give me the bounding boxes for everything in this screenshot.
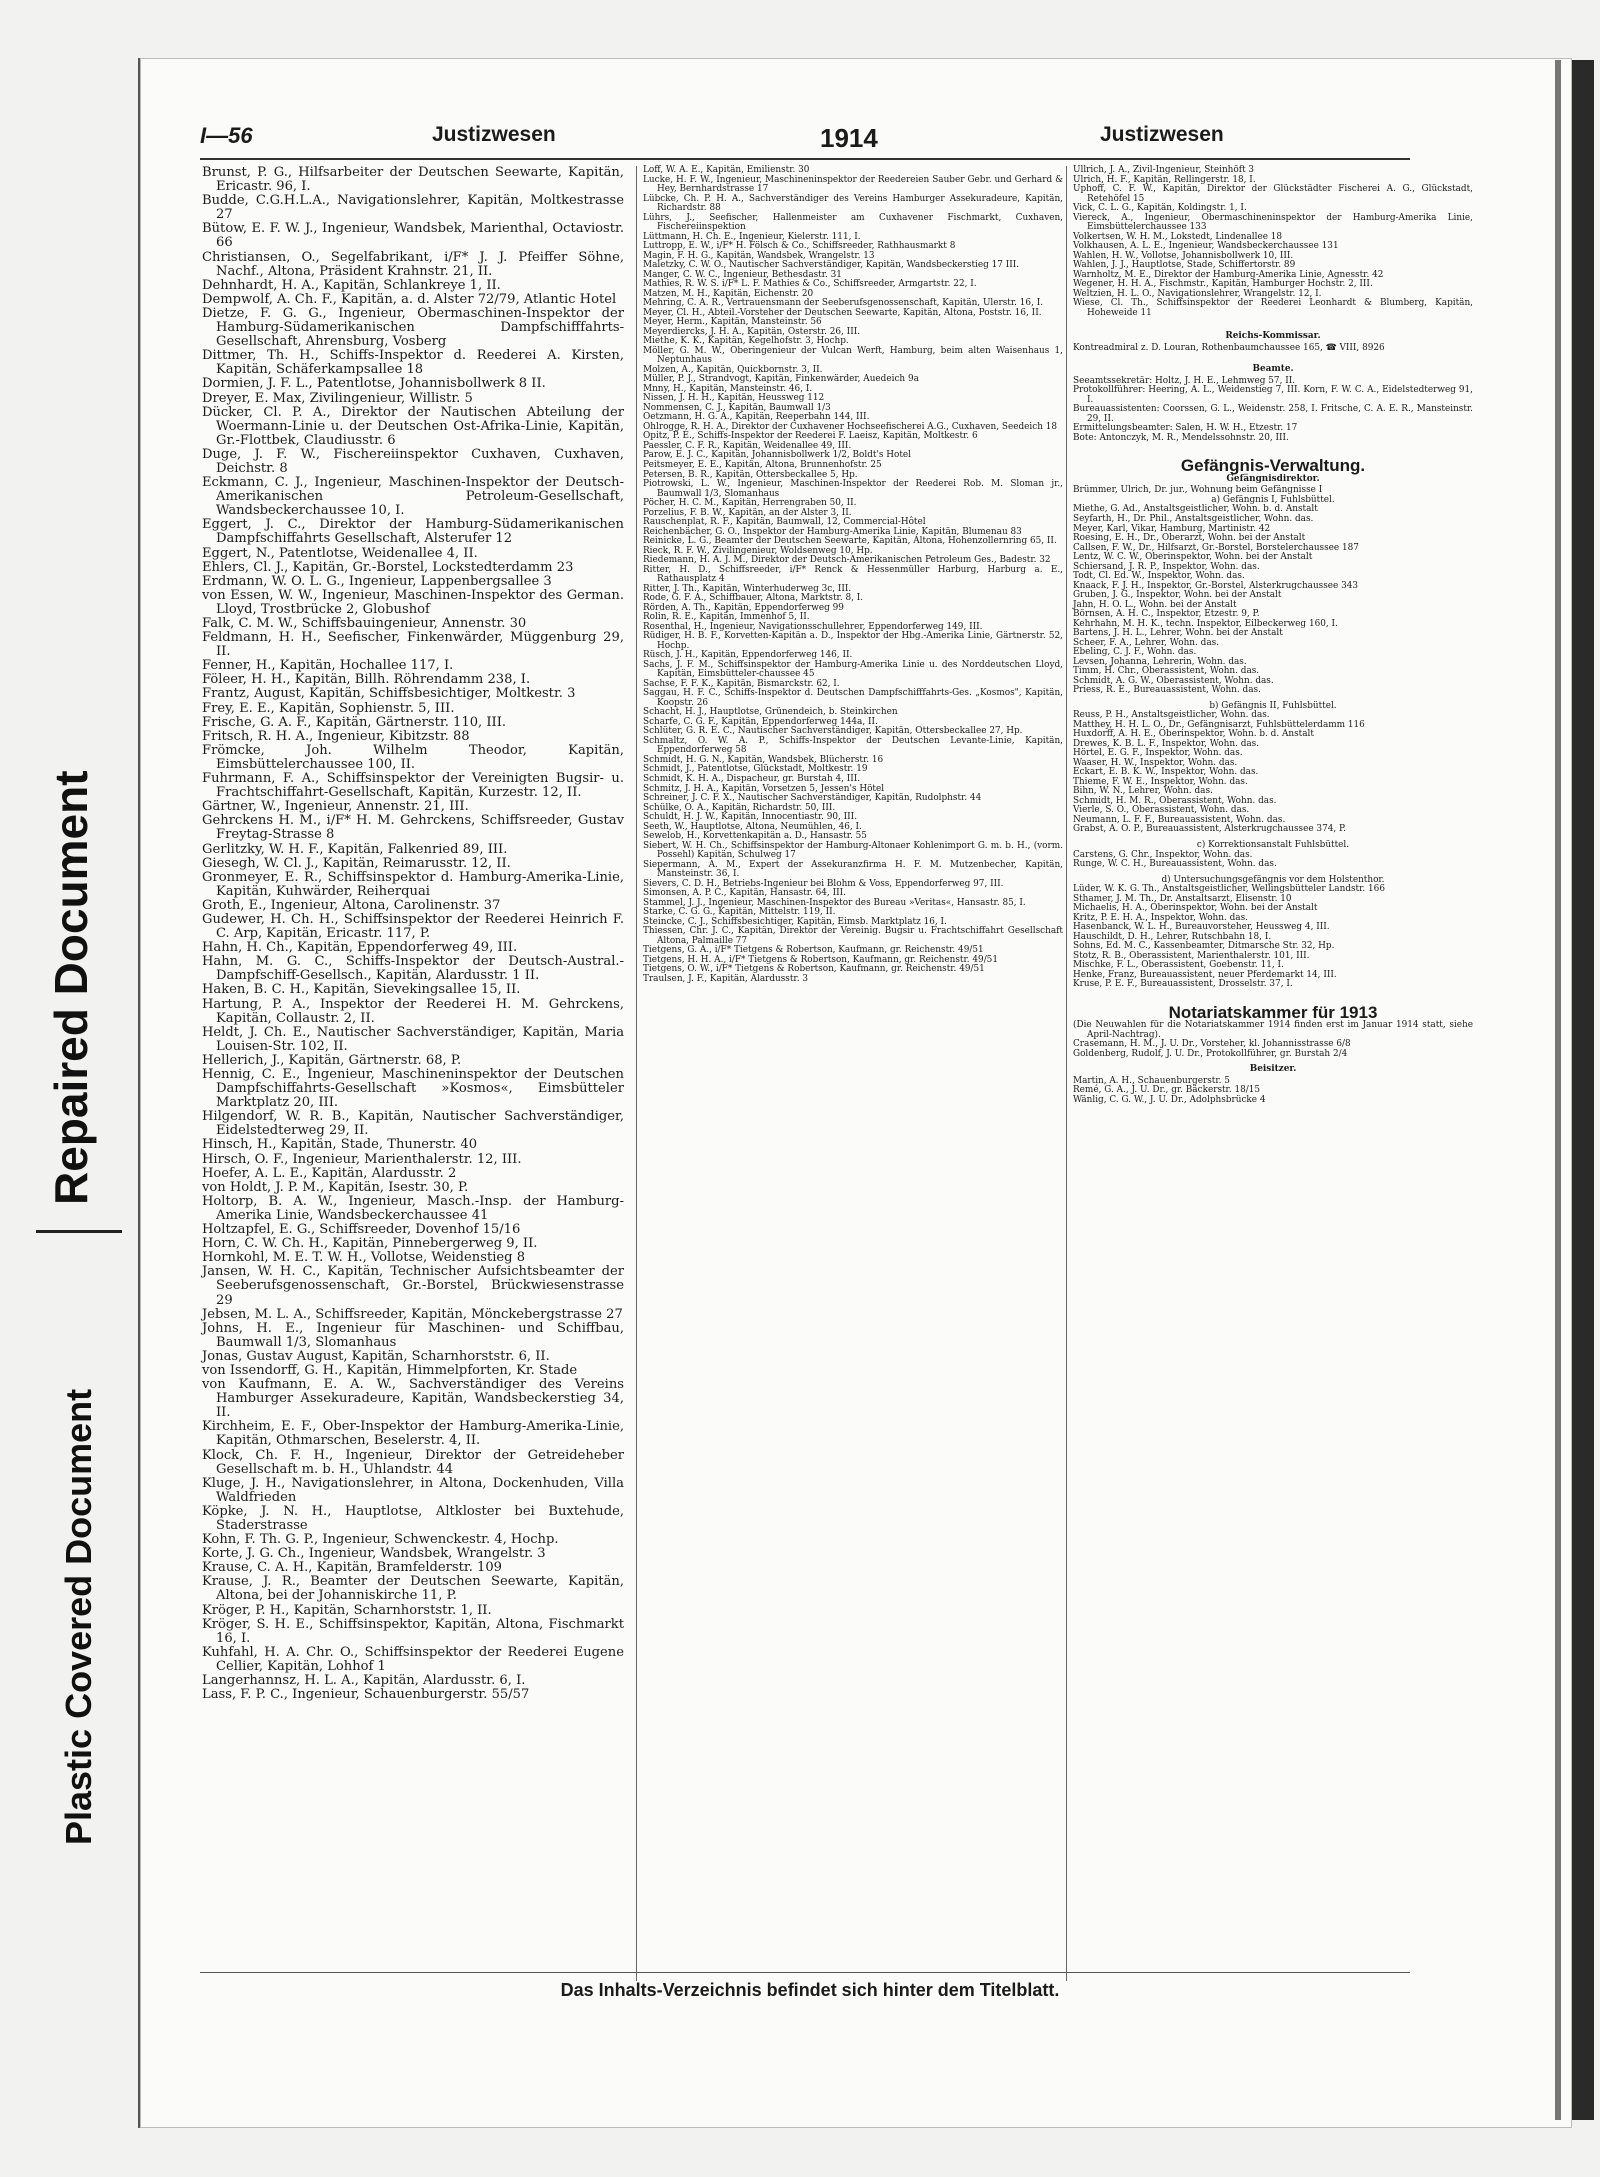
directory-entry: Schacht, H. J., Hauptlotse, Grünendeich, b. Steinkirchen	[643, 707, 898, 718]
directory-entry: Rolin, R. E., Kapitän, Immenhof 5, II.	[643, 612, 810, 623]
directory-entry: Wahlen, J. J., Hauptlotse, Stade, Schiffertorstr. 89	[1073, 260, 1296, 271]
directory-entry: Luttropp, E. W., i/F* H. Fölsch & Co., Schiffsreeder, Rathhausmarkt 8	[643, 241, 956, 252]
directory-entry: Rauschenplat, R. F., Kapitän, Baumwall, 12, Commercial-Hôtel	[643, 517, 926, 528]
staff-entry: Priess, R. E., Bureauassistent, Wohn. das.	[1073, 685, 1261, 696]
directory-entry: Stammel, J. J., Ingenieur, Maschinen-Inspektor des Bureau »Veritas«, Hansastr. 85, I.	[643, 897, 1026, 908]
side-divider	[36, 1230, 122, 1233]
directory-entry: Meyer, Cl. H., Abteil.-Vorsteher der Deutschen Seewarte, Kapitän, Altona, Poststr. 16, II.	[643, 307, 1042, 318]
directory-entry: Duge, J. F. W., Fischereiinspektor Cuxhaven, Cuxhaven, Deichstr. 8	[202, 446, 624, 476]
directory-entry: Dempwolf, A. Ch. F., Kapitän, a. d. Alster 72/79, Atlantic Hotel	[202, 291, 617, 307]
directory-entry: Gronmeyer, E. R., Schiffsinspektor d. Hamburg-Amerika-Linie, Kapitän, Kuhwärder, Reiherquai	[202, 869, 624, 899]
directory-entry: Hornkohl, M. E. T. W. H., Vollotse, Weidenstieg 8	[202, 1250, 526, 1266]
staff-entry: Huxdorff, A. H. E., Oberinspektor, Wohn. b. d. Anstalt	[1073, 729, 1314, 740]
directory-entry: Horn, C. W. Ch. H., Kapitän, Pinnebergerweg 9, II.	[202, 1236, 538, 1252]
directory-entry: Frische, G. A. F., Kapitän, Gärtnerstr. 110, III.	[202, 714, 507, 730]
directory-entry: Paessler, C. F. R., Kapitän, Weidenallee 49, III.	[643, 440, 852, 451]
directory-entry: Petersen, B. R., Kapitän, Ottersbeckallee 5, Hp.	[643, 469, 858, 480]
staff-entry: Sthamer, J. M. Th., Dr. Anstaltsarzt, Elisenstr. 10	[1073, 893, 1292, 904]
staff-entry: Todt, Cl. Ed. W., Inspektor, Wohn. das.	[1073, 571, 1245, 582]
directory-entry: Schmidt, J., Patentlotse, Glückstadt, Moltkestr. 19	[643, 764, 868, 775]
directory-entry: Gerlitzky, W. H. F., Kapitän, Falkenried 89, III.	[202, 841, 508, 857]
directory-entry: Lübcke, Ch. P. H. A., Sachverständiger des Vereins Hamburger Assekuradeure, Kapitän, Richardstr. 88	[643, 193, 1063, 214]
directory-entry: Viereck, A., Ingenieur, Obermaschineninspektor der Hamburg-Amerika Linie, Eimsbüttelerchaussee 133	[1073, 212, 1473, 233]
beamte-entry: Seeamtssekretär: Holtz, J. H. E., Lehmweg 57, II.	[1073, 375, 1296, 386]
staff-entry: Neumann, L. F. F., Bureauassistent, Wohn. das.	[1073, 814, 1286, 825]
directory-entry: Miethe, K. K., Kapitän, Kegelhofstr. 3, Hochp.	[643, 336, 849, 347]
staff-entry: Schiersand, J. R. P., Inspektor, Wohn. das.	[1073, 561, 1260, 572]
column-left	[202, 166, 624, 1702]
staff-entry: Schmidt, H. M. R., Oberassistent, Wohn. das.	[1073, 795, 1277, 806]
directory-entry: Mnny, H., Kapitän, Mansteinstr. 46, I.	[643, 383, 813, 394]
directory-entry: Opitz, P. E., Schiffs-Inspektor der Reederei F. Laeisz, Kapitän, Moltkestr. 6	[643, 431, 978, 442]
directory-entry: Wahlen, H. W., Vollotse, Johannisbollwerk 10, III.	[1073, 250, 1294, 261]
directory-entry: Saggau, H. F. C., Schiffs-Inspektor d. Deutschen Dampfschifffahrts-Ges. „Kosmos", Kapitän, Koopstr. 26	[643, 688, 1063, 708]
directory-entry: Volkertsen, W. H. M., Lokstedt, Lindenallee 18	[1073, 231, 1283, 242]
directory-entry: Müller, P. J., Strandvogt, Kapitän, Finkenwärder, Auedeich 9a	[643, 374, 919, 385]
directory-entry: Seeth, W., Hauptlotse, Altona, Neumühlen, 46, I.	[643, 821, 862, 832]
directory-entry: Frey, E. E., Kapitän, Sophienstr. 5, III.	[202, 700, 455, 716]
staff-entry: Hörtel, E. G. F., Inspektor, Wohn. das.	[1073, 748, 1243, 759]
directory-entry: Eckmann, C. J., Ingenieur, Maschinen-Inspektor der Deutsch-Amerikanischen Petroleum-Gesellschaft, Wandsbeckerchaussee 10, I.	[202, 475, 624, 519]
staff-entry: Grabst, A. O. P., Bureauassistent, Alsterkrugchaussee 374, P.	[1073, 824, 1347, 835]
directory-entry: Hennig, C. E., Ingenieur, Maschineninspektor der Deutschen Dampfschiffahrts-Gesellschaft »Kosmos«, Eimsbütteler Marktplatz 20, III.	[202, 1067, 624, 1111]
directory-entry: Sewelob, H., Korvettenkapitän a. D., Hansastr. 55	[643, 831, 867, 842]
staff-entry: Carstens, G. Chr., Inspektor, Wohn. das.	[1073, 849, 1253, 860]
directory-entry: Nissen, J. H. H., Kapitän, Heussweg 112	[643, 393, 825, 404]
directory-entry: Kröger, P. H., Kapitän, Scharnhorststr. 1, II.	[202, 1602, 492, 1618]
staff-entry: Timm, H. Chr., Oberassistent, Wohn. das.	[1073, 666, 1260, 677]
directory-entry: Starke, C. G. G., Kapitän, Mittelstr. 119, II.	[643, 907, 836, 918]
staff-entry: Lüder, W. K. G. Th., Anstaltsgeistlicher, Wellingsbütteler Landstr. 166	[1073, 884, 1385, 895]
directory-entry: Kuhfahl, H. A. Chr. O., Schiffsinspektor der Reederei Eugene Cellier, Kapitän, Lohhof 1	[202, 1644, 624, 1674]
directory-entry: Fenner, H., Kapitän, Hochallee 117, I.	[202, 658, 454, 674]
directory-entry: Johns, H. E., Ingenieur für Maschinen- und Schiffbau, Baumwall 1/3, Slomanhaus	[202, 1320, 624, 1350]
page-header	[200, 123, 1500, 153]
directory-entry: Groth, E., Ingenieur, Altona, Carolinenstr. 37	[202, 897, 501, 913]
gefaengnis-heading: Gefängnis-Verwaltung.	[1180, 456, 1366, 476]
directory-entry: Siebert, W. H. Ch., Schiffsinspektor der Hamburg-Altonaer Kohlenimport G. m. b. H., (vorm. Possehl) Kapitän, Schulweg 17	[643, 840, 1063, 861]
directory-entry: Rörden, A. Th., Kapitän, Eppendorferweg 99	[643, 602, 844, 613]
directory-entry: Bütow, E. F. W. J., Ingenieur, Wandsbek, Marienthal, Octaviostr. 66	[202, 221, 624, 251]
column-right	[1066, 166, 1473, 1981]
directory-entry: Budde, C.G.H.L.A., Navigationslehrer, Kapitän, Moltkestrasse 27	[202, 193, 624, 223]
staff-entry: Scheer, F. A., Lehrer, Wohn. das.	[1073, 637, 1220, 648]
directory-entry: Gärtner, W., Ingenieur, Annenstr. 21, III.	[202, 799, 469, 815]
directory-entry: Kohn, F. Th. G. P., Ingenieur, Schwenckestr. 4, Hochp.	[202, 1532, 559, 1548]
notariat-heading: Notariatskammer für 1913	[1168, 1002, 1378, 1022]
directory-entry: Dormien, J. F. L., Patentlotse, Johannisbollwerk 8 II.	[202, 376, 546, 392]
directory-entry: Haken, B. C. H., Kapitän, Sievekingsallee 15, II.	[202, 982, 521, 998]
directory-entry: Jansen, W. H. C., Kapitän, Technischer Aufsichtsbeamter der Seeberufsgenossenschaft, Gr.-Borstel, Brückwiesenstrasse 29	[202, 1264, 624, 1308]
staff-entry: Drewes, K. B. L. F., Inspektor, Wohn. das.	[1073, 738, 1260, 749]
directory-entry: Riedemann, H. A. J. M., Direktor der Deutsch-Amerikanischen Petroleum Ges., Badestr. 32	[643, 555, 1051, 566]
directory-entry: Parow, E. J. C., Kapitän, Johannisbollwerk 1/2, Boldt's Hotel	[643, 450, 912, 461]
directory-entry: Schlüter, G. R. E. C., Nautischer Sachverständiger, Kapitän, Ottersbeckallee 27, Hp.	[643, 726, 1023, 737]
gefaengnis-a-list	[1073, 505, 1473, 695]
directory-entry: Dittmer, Th. H., Schiffs-Inspektor d. Reederei A. Kirsten, Kapitän, Schäferkampsallee 18	[202, 348, 624, 378]
page-number: I—56	[200, 123, 253, 148]
directory-entry: Köpke, J. N. H., Hauptlotse, Altkloster bei Buxtehude, Staderstrasse	[202, 1503, 624, 1533]
directory-entry: Feldmann, H. H., Seefischer, Finkenwärder, Müggenburg 29, II.	[202, 630, 624, 660]
directory-entry: Lucke, H. F. W., Ingenieur, Maschineninspektor der Reedereien Sauber Gebr. und Gerhard & Hey, Bernhardstrasse 17	[643, 174, 1063, 195]
directory-entry: Gudewer, H. Ch. H., Schiffsinspektor der Reederei Heinrich F. C. Arp, Kapitän, Ericastr. 117, P.	[202, 911, 624, 942]
staff-entry: Börnsen, A. H. C., Inspektor, Etzestr. 9, P.	[1073, 609, 1260, 620]
directory-entry: Hellerich, J., Kapitän, Gärtnerstr. 68, P.	[202, 1052, 462, 1068]
directory-entry: Mathies, R. W. S. i/F* L. F. Mathies & Co., Schiffsreeder, Armgartstr. 22, I.	[643, 279, 977, 290]
directory-entry: Volkhausen, A. L. E., Ingenieur, Wandsbeckerchaussee 131	[1073, 241, 1339, 252]
directory-entry: Kirchheim, E. F., Ober-Inspektor der Hamburg-Amerika-Linie, Kapitän, Othmarschen, Beselerstr. 4, II.	[202, 1419, 624, 1449]
directory-entry: Steincke, C. J., Schiffsbesichtiger, Kapitän, Eimsb. Marktplatz 16, I.	[643, 916, 947, 927]
directory-entry: Warnholtz, M. E., Direktor der Hamburg-Amerika Linie, Agnesstr. 42	[1073, 269, 1384, 280]
directory-entry: Meyer, Herm., Kapitän, Mansteinstr. 56	[643, 317, 822, 328]
directory-entry: Schmaltz, O. W. A. P., Schiffs-Inspektor der Deutschen Levante-Linie, Kapitän, Eppendorferweg 58	[643, 735, 1063, 756]
directory-entry: Ullrich, J. A., Zivil-Ingenieur, Steinhöft 3	[1073, 165, 1255, 175]
directory-entry: Giesegh, W. Cl. J., Kapitän, Reimarusstr. 12, II.	[202, 855, 511, 871]
directory-entry: Möller, G. M. W., Oberingenieur der Vulcan Werft, Hamburg, beim alten Waisenhaus 1, Neptunhaus	[643, 345, 1063, 366]
staff-entry: Callsen, F. W., Dr., Hilfsarzt, Gr.-Borstel, Borstelerchaussee 187	[1073, 542, 1359, 553]
directory-entry: Traulsen, J. F., Kapitän, Alardusstr. 3	[643, 973, 808, 984]
directory-entry: Hartung, P. A., Inspektor der Reederei H. M. Gehrckens, Kapitän, Collaustr. 2, II.	[202, 996, 624, 1026]
gefaengnis-d-title: d) Untersuchungsgefängnis vor dem Holstenthor.	[1161, 874, 1385, 885]
directory-entry: Dietze, F. G. G., Ingenieur, Obermaschinen-Inspektor der Hamburg-Südamerikanischen Dampfschifffahrts-Gesellschaft, Ahrensburg, Vosberg	[202, 305, 624, 350]
staff-entry: Reuss, P. H., Anstaltsgeistlicher, Wohn. das.	[1073, 710, 1270, 721]
plastic-covered-stamp: Plastic Covered Document	[58, 1388, 99, 1845]
directory-entry: Hinsch, H., Kapitän, Stade, Thunerstr. 40	[202, 1137, 478, 1153]
notariat-list	[1073, 1040, 1473, 1059]
directory-entry: von Holdt, J. P. M., Kapitän, Isestr. 30, P.	[202, 1179, 469, 1195]
staff-entry: Hasenbanck, W. L. H., Bureauvorsteher, Heussweg 4, III.	[1073, 922, 1330, 933]
gefaengnis-a-title: a) Gefängnis I, Fuhlsbüttel.	[1211, 494, 1335, 505]
staff-entry: Bihn, W. N., Lehrer, Wohn. das.	[1073, 786, 1213, 797]
beisitzer-list	[1073, 1077, 1473, 1106]
staff-entry: Vierle, S. O., Oberassistent, Wohn. das.	[1073, 805, 1250, 816]
directory-entry: Korte, J. G. Ch., Ingenieur, Wandsbek, Wrangelstr. 3	[202, 1546, 546, 1562]
gefaengnis-b-list	[1073, 711, 1473, 835]
directory-entry: Schmitz, J. H. A., Kapitän, Vorsetzen 5, Jessen's Hötel	[643, 783, 885, 794]
directory-entry: Kluge, J. H., Navigationslehrer, in Altona, Dockenhuden, Villa Waldfrieden	[202, 1475, 624, 1505]
directory-entry: Tietgens, O. W., i/F* Tietgens & Robertson, Kaufmann, gr. Reichenstr. 49/51	[643, 964, 985, 975]
directory-entry: Piotrowski, L. W., Ingenieur, Maschinen-Inspektor der Reederei Rob. M. Sloman jr., Baumwall 1/3, Slomanhaus	[643, 479, 1063, 499]
repaired-stamp: Repaired Document	[45, 770, 97, 1205]
entries-list	[1073, 166, 1473, 318]
directory-entry: Dücker, Cl. P. A., Direktor der Nautischen Abteilung der Woermann-Linie u. der Deutschen Ost-Afrika-Linie, Kapitän, Gr.-Flottbek, Claudiusstr. 6	[202, 404, 624, 448]
directory-entry: von Essen, W. W., Ingenieur, Maschinen-Inspektor des German. Lloyd, Trostbrücke 2, Globushof	[202, 587, 624, 617]
directory-entry: Weltzien, H. L. O., Navigationslehrer, Wrangelstr. 12, I.	[1073, 288, 1322, 299]
directory-entry: Krause, J. R., Beamter der Deutschen Seewarte, Kapitän, Altona, bei der Johanniskirche 11, P.	[202, 1574, 624, 1604]
gefaengnis-director: Brümmer, Ulrich, Dr. jur., Wohnung beim Gefängnisse I	[1073, 485, 1323, 496]
directory-entry: Hoefer, A. L. E., Kapitän, Alardusstr. 2	[202, 1165, 457, 1181]
directory-entry: Christiansen, O., Segelfabrikant, i/F* J. J. Pfeiffer Söhne, Nachf., Altona, Präsident Krahnstr. 21, II.	[202, 249, 624, 279]
directory-entry: Heldt, J. Ch. E., Nautischer Sachverständiger, Kapitän, Maria Louisen-Str. 102, II.	[202, 1024, 624, 1054]
directory-entry: Thiessen, Chr. J. C., Kapitän, Direktor der Vereinig. Bugsir u. Frachtschiffahrt Gesellschaft Altona, Palmaille 77	[643, 926, 1063, 946]
directory-entry: Hirsch, O. F., Ingenieur, Marienthalerstr. 12, III.	[202, 1151, 522, 1167]
directory-entry: Krause, C. A. H., Kapitän, Bramfelderstr. 109	[202, 1560, 503, 1576]
directory-entry: Schreiner, J. C. F. X., Nautischer Sachverständiger, Kapitän, Rudolphstr. 44	[643, 793, 982, 804]
beamte-entry: Ermittelungsbeamter: Salen, H. W. H., Etzestr. 17	[1073, 423, 1298, 434]
gefaengnis-subheading: Gefängnisdirektor.	[1226, 473, 1320, 484]
directory-entry: Reichenbächer, G. O., Inspektor der Hamburg-Amerika Linie, Kapitän, Blumenau 83	[643, 526, 1022, 537]
directory-entry: Brunst, P. G., Hilfsarbeiter der Deutschen Seewarte, Kapitän, Ericastr. 96, I.	[202, 165, 624, 195]
directory-entry: Rüdiger, H. B. F., Korvetten-Kapitän a. D., Inspektor der Hbg.-Amerika Linie, Gärtnerstr. 52, Hochp.	[643, 631, 1063, 651]
staff-entry: Thieme, F. W. E., Inspektor, Wohn. das.	[1073, 776, 1248, 787]
header-year: 1914	[820, 123, 878, 153]
directory-entry: Tietgens, G. A., i/F* Tietgens & Robertson, Kaufmann, gr. Reichenstr. 49/51	[643, 945, 984, 956]
directory-entry: Schülke, O. A., Kapitän, Richardstr. 50, III.	[643, 802, 836, 813]
directory-entry: Jebsen, M. L. A., Schiffsreeder, Kapitän, Mönckebergstrasse 27	[202, 1306, 623, 1322]
column-middle	[636, 166, 1063, 1981]
directory-entry: Ritter, H. D., Schiffsreeder, i/F* Renck & Hessenmüller Harburg, Harburg a. E., Rathausplatz 4	[643, 564, 1063, 585]
directory-entry: Frömcke, Joh. Wilhelm Theodor, Kapitän, Eimsbüttelerchaussee 100, II.	[202, 742, 624, 772]
beisitzer-entry: Martin, A. H., Schauenburgerstr. 5	[1073, 1075, 1230, 1086]
beisitzer-heading: Beisitzer.	[1249, 1064, 1297, 1075]
beamte-entry: Bote: Antonczyk, M. R., Mendelssohnstr. 20, III.	[1073, 432, 1289, 443]
notariat-note: (Die Neuwahlen für die Notariatskammer 1914 finden erst im Januar 1914 statt, siehe April-Nachtrag).	[1073, 1020, 1473, 1040]
directory-entry: Frantz, August, Kapitän, Schiffsbesichtiger, Moltkestr. 3	[202, 686, 576, 702]
staff-entry: Michaelis, H. A., Oberinspektor, Wohn. bei der Anstalt	[1073, 903, 1318, 914]
directory-entry: Ehlers, Cl. J., Kapitän, Gr.-Borstel, Lockstedterdamm 23	[202, 559, 574, 575]
directory-entry: Matzen, M. H., Kapitän, Eichenstr. 20	[643, 288, 814, 299]
directory-entry: Meyerdiercks, J. H. A., Kapitän, Osterstr. 26, III.	[643, 326, 861, 337]
directory-entry: Vick, C. L. G., Kapitän, Koldingstr. 1, I.	[1073, 203, 1247, 214]
directory-entry: Tietgens, H. H. A., i/F* Tietgens & Robertson, Kaufmann, gr. Reichenstr. 49/51	[643, 954, 998, 965]
staff-entry: Knaack, F. J. H., Inspektor, Gr.-Borstel, Alsterkrugchaussee 343	[1073, 580, 1359, 591]
staff-entry: Waaser, H. W., Inspektor, Wohn. das.	[1073, 757, 1238, 768]
directory-entry: Schmidt, K. H. A., Dispacheur, gr. Burstah 4, III.	[643, 774, 861, 784]
beisitzer-entry: Wänlig, C. G. W., J. U. Dr., Adolphsbrücke 4	[1073, 1094, 1266, 1105]
directory-entry: Nommensen, C. J., Kapitän, Baumwall 1/3	[643, 402, 831, 413]
staff-entry: Eckart, E. B. K. W., Inspektor, Wohn. das.	[1073, 767, 1259, 778]
notariat-entry: Goldenberg, Rudolf, J. U. Dr., Protokollführer, gr. Burstah 2/4	[1073, 1048, 1348, 1059]
directory-entry: Mehring, C. A. R., Vertrauensmann der Seeberufsgenossenschaft, Kapitän, Ulerstr. 16, I.	[643, 298, 1044, 309]
staff-entry: Jahn, H. O. L., Wohn. bei der Anstalt	[1073, 599, 1237, 610]
directory-entry: Reinicke, L. G., Beamter der Deutschen Seewarte, Kapitän, Altona, Hohenzollernring 65, II.	[643, 536, 1057, 547]
directory-entry: Uphoff, C. F. W., Kapitän, Direktor der Glückstädter Fischerei A. G., Glückstadt, Retehöfel 15	[1073, 184, 1473, 204]
staff-entry: Gruben, J. G., Inspektor, Wohn. bei der Anstalt	[1073, 590, 1282, 601]
directory-entry: Eggert, N., Patentlotse, Weidenallee 4, II.	[202, 545, 478, 561]
directory-entry: Simonsen, A. P. C., Kapitän, Hansastr. 64, III.	[643, 888, 846, 899]
directory-entry: Schuldt, H. J. W., Kapitän, Innocentiastr. 90, III.	[643, 812, 858, 823]
directory-entry: Klock, Ch. F. H., Ingenieur, Direktor der Getreideheber Gesellschaft m. b. H., Uhlandstr. 44	[202, 1447, 624, 1477]
directory-entry: Ulrich, H. F., Kapitän, Rellingerstr. 18, I.	[1073, 174, 1256, 185]
staff-entry: Sohns, Ed. M. C., Kassenbeamter, Ditmarsche Str. 32, Hp.	[1073, 941, 1335, 952]
directory-entry: Dreyer, E. Max, Zivilingenieur, Willistr. 5	[202, 390, 473, 406]
staff-entry: Kehrhahn, M. H. K., techn. Inspektor, Eilbeckerweg 160, I.	[1073, 618, 1338, 629]
staff-entry: Stotz, R. B., Oberassistent, Marienthalerstr. 101, III.	[1073, 950, 1310, 961]
header-right-title: Justizwesen	[1100, 123, 1224, 146]
directory-entry: Peitsmeyer, E. E., Kapitän, Altona, Brunnenhofstr. 25	[643, 459, 882, 470]
directory-entry: Föleer, H. H., Kapitän, Billh. Röhrendamm 238, I.	[202, 672, 531, 688]
beisitzer-entry: Remé, G. A., J. U. Dr., gr. Bäckerstr. 18/15	[1073, 1085, 1261, 1096]
beamte-list	[1073, 377, 1473, 444]
gefaengnis-d-list	[1073, 885, 1473, 990]
directory-entry: Lass, F. P. C., Ingenieur, Schauenburgerstr. 55/57	[202, 1687, 530, 1703]
staff-entry: Kruse, P. E. F., Bureauassistent, Drosselstr. 37, I.	[1073, 979, 1293, 990]
directory-entry: Sievers, C. D. H., Betriebs-Ingenieur bei Blohm & Voss, Eppendorferweg 97, III.	[643, 878, 1004, 889]
directory-entry: Hilgendorf, W. R. B., Kapitän, Nautischer Sachverständiger, Eidelstedterweg 29, II.	[202, 1109, 624, 1139]
directory-entry: Gehrckens H. M., i/F* H. M. Gehrckens, Schiffsreeder, Gustav Freytag-Strasse 8	[202, 813, 624, 843]
directory-entry: Falk, C. M. W., Schiffsbauingenieur, Annenstr. 30	[202, 616, 527, 631]
directory-entry: Oetzmann, H. G. A., Kapitän, Reeperbahn 144, III.	[643, 412, 870, 423]
directory-entry: Maletzky, C. W. O., Nautischer Sachverständiger, Kapitän, Wandsbeckerstieg 17 III.	[643, 260, 1020, 271]
directory-entry: Porzelius, F. B. W., Kapitän, an der Alster 3, II.	[643, 507, 852, 518]
directory-entry: Loff, W. A. E., Kapitän, Emilienstr. 30	[643, 165, 810, 175]
directory-entry: Dehnhardt, H. A., Kapitän, Schlankreye 1, II.	[202, 277, 501, 293]
staff-entry: Henke, Franz, Bureauassistent, neuer Pferdemarkt 14, III.	[1073, 969, 1337, 980]
directory-entry: Holtzapfel, E. G., Schiffsreeder, Dovenhof 15/16	[202, 1222, 521, 1238]
gefaengnis-c-title: c) Korrektionsanstalt Fuhlsbüttel.	[1196, 840, 1350, 850]
reichs-kommissar-text: Kontreadmiral z. D. Louran, Rothenbaumchaussee 165, ☎ VIII, 8926	[1073, 342, 1385, 353]
directory-entry: Fuhrmann, F. A., Schiffsinspektor der Vereinigten Bugsir- u. Frachtschiffahrt-Gesellschaft, Kapitän, Kurzestr. 12, II.	[202, 771, 624, 801]
staff-entry: Miethe, G. Ad., Anstaltsgeistlicher, Wohn. b. d. Anstalt	[1073, 504, 1318, 515]
page-edge-shadow	[1555, 60, 1561, 2120]
footer-rule	[200, 1972, 1410, 1973]
header-left-title: Justizwesen	[432, 123, 556, 146]
book-edge	[1572, 60, 1594, 2120]
staff-entry: Levsen, Johanna, Lehrerin, Wohn. das.	[1073, 656, 1247, 667]
beamte-heading: Beamte.	[1252, 364, 1294, 375]
reichs-kommissar-heading: Reichs-Kommissar.	[1225, 331, 1321, 342]
directory-entry: Schmidt, H. G. N., Kapitän, Wandsbek, Blücherstr. 16	[643, 754, 884, 765]
staff-entry: Schmidt, A. G. W., Oberassistent, Wohn. das.	[1073, 675, 1274, 686]
directory-entry: Siepermann, A. M., Expert der Assekuranzfirma H. F. M. Mutzenbecher, Kapitän, Mansteinstr. 36, I.	[643, 859, 1063, 880]
directory-entry: Hahn, M. G. C., Schiffs-Inspektor der Deutsch-Austral.-Dampfschiff-Gesellsch., Kapitän, Alardusstr. 1 II.	[202, 954, 624, 984]
beamte-entry: Bureauassistenten: Coorssen, G. L., Weidenstr. 258, I. Fritsche, C. A. E. R., Mansteinstr. 29, II.	[1073, 404, 1473, 424]
directory-entry: Langerhannsz, H. L. A., Kapitän, Alardusstr. 6, I.	[202, 1673, 526, 1689]
directory-entry: Wiese, Cl. Th., Schiffsinspektor der Reederei Leonhardt & Blumberg, Kapitän, Hoheweide 11	[1073, 298, 1473, 318]
staff-entry: Ebeling, C. J. F., Wohn. das.	[1073, 647, 1197, 658]
directory-entry: Rosenthal, H., Ingenieur, Navigationsschullehrer, Eppendorferweg 149, III.	[643, 621, 983, 632]
directory-entry: Rieck, R. F. W., Zivilingenieur, Woldsenweg 10, Hp.	[643, 545, 873, 556]
gefaengnis-c-list	[1073, 851, 1473, 870]
directory-entry: Pöcher, H. C. M., Kapitän, Herrengraben 50, II.	[643, 498, 857, 509]
directory-entry: Fritsch, R. H. A., Ingenieur, Kibitzstr. 88	[202, 728, 470, 744]
directory-entry: Ohlrogge, R. H. A., Direktor der Cuxhavener Hochseefischerei A.G., Cuxhaven, Seedeich 18	[643, 421, 1058, 432]
directory-entry: Erdmann, W. O. L. G., Ingenieur, Lappenbergsallee 3	[202, 573, 552, 589]
directory-entry: Jonas, Gustav August, Kapitän, Scharnhorststr. 6, II.	[202, 1348, 550, 1364]
staff-entry: Hauschildt, D. H., Lehrer, Rutschbahn 18, I.	[1073, 931, 1272, 942]
directory-entry: Manger, C. W. C., Ingenieur, Bethesdastr. 31	[643, 269, 842, 280]
directory-entry: Magin, F. H. G., Kapitän, Wandsbek, Wrangelstr. 13	[643, 250, 875, 261]
staff-entry: Mischke, F. L., Oberassistent, Goebenstr. 11, I.	[1073, 960, 1284, 971]
directory-entry: Wegener, H. H. A., Fischmstr., Kapitän, Hamburger Hochstr. 2, III.	[1073, 279, 1373, 290]
directory-entry: Holtorp, B. A. W., Ingenieur, Masch.-Insp. der Hamburg-Amerika Linie, Wandsbeckerchaussee 41	[202, 1193, 624, 1223]
staff-entry: Roesing, E. H., Dr., Oberarzt, Wohn. bei der Anstalt	[1073, 533, 1306, 544]
directory-entry: Rode, G. F. A., Schiffbauer, Altona, Marktstr. 8, I.	[643, 593, 864, 604]
beamte-entry: Protokollführer: Heering, A. L., Weidenstieg 7, III. Korn, F. W. C. A., Eidelstedterweg 91, I.	[1073, 385, 1473, 405]
directory-entry: von Kaufmann, E. A. W., Sachverständiger des Vereins Hamburger Assekuradeure, Kapitän, Wandsbeckerstieg 34, II.	[202, 1377, 624, 1421]
directory-entry: Kröger, S. H. E., Schiffsinspektor, Kapitän, Altona, Fischmarkt 16, I.	[202, 1616, 624, 1646]
directory-entry: Ritter, J. Th., Kapitän, Winterhuderweg 3c, III.	[643, 583, 852, 594]
header-rule	[200, 158, 1410, 160]
directory-entry: Scharfe, C. G. F., Kapitän, Eppendorferweg 144a, II.	[643, 716, 878, 727]
directory-entry: Molzen, A., Kapitän, Quickbornstr. 3, II.	[643, 364, 823, 375]
directory-entry: Sachs, J. F. M., Schiffsinspektor der Hamburg-Amerika Linie u. des Norddeutschen Lloyd, Kapitän, Eimsbütteler-chaussee 45	[643, 659, 1063, 680]
directory-entry: Lührs, J., Seefischer, Hallenmeister am Cuxhavener Fischmarkt, Cuxhaven, Fischereiinspektion	[643, 212, 1063, 233]
staff-entry: Kritz, P. E. H. A., Inspektor, Wohn. das.	[1073, 912, 1248, 923]
staff-entry: Runge, W. C. H., Bureauassistent, Wohn. das.	[1073, 859, 1277, 870]
directory-entry: Rüsch, J. H., Kapitän, Eppendorferweg 146, II.	[643, 650, 853, 661]
directory-entry: Eggert, J. C., Direktor der Hamburg-Südamerikanischen Dampfschiffahrts Gesellschaft, Alsterufer 12	[202, 517, 624, 547]
footer-note: Das Inhalts-Verzeichnis befindet sich hinter dem Titelblatt.	[560, 1980, 1060, 2000]
staff-entry: Seyfarth, H., Dr. Phil., Anstaltsgeistlicher, Wohn. das.	[1073, 513, 1314, 524]
gefaengnis-b-title: b) Gefängnis II, Fuhlsbüttel.	[1209, 700, 1337, 711]
directory-entry: Lüttmann, H. Ch. E., Ingenieur, Kielerstr. 111, I.	[643, 231, 861, 242]
directory-entry: Sachse, F. F. K., Kapitän, Bismarckstr. 62, I.	[643, 678, 840, 689]
directory-entry: Hahn, H. Ch., Kapitän, Eppendorferweg 49, III.	[202, 940, 518, 956]
staff-entry: Bartens, J. H. L., Lehrer, Wohn. bei der Anstalt	[1073, 628, 1283, 639]
notariat-entry: Crasemann, H. M., J. U. Dr., Vorsteher, kl. Johannisstrasse 6/8	[1073, 1039, 1351, 1050]
directory-entry: von Issendorff, G. H., Kapitän, Himmelpforten, Kr. Stade	[202, 1362, 578, 1378]
staff-entry: Meyer, Karl, Vikar, Hamburg, Martinistr. 42	[1073, 523, 1271, 534]
staff-entry: Matthey, H. H. L. O., Dr., Gefängnisarzt, Fuhlsbüttelerdamm 116	[1073, 719, 1365, 730]
staff-entry: Lentz, W. C. W., Oberinspektor, Wohn. bei der Anstalt	[1073, 552, 1313, 563]
